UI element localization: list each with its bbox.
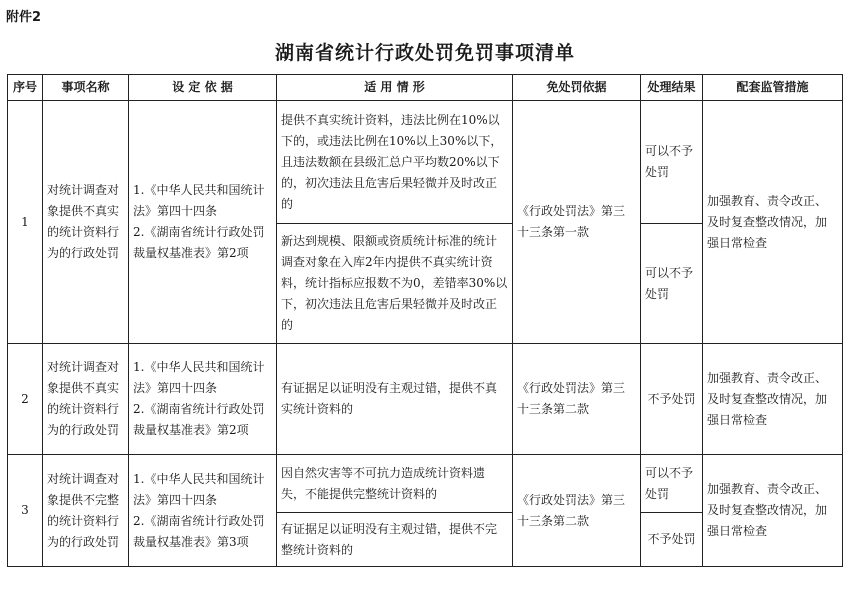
row-seq: 2 xyxy=(8,344,43,455)
result: 可以不予处罚 xyxy=(641,101,703,224)
item-name: 对统计调查对象提供不真实的统计资料行为的行政处罚 xyxy=(43,344,129,455)
row-seq: 1 xyxy=(8,101,43,344)
header-item-name: 事项名称 xyxy=(43,75,129,101)
basis-line: 1.《中华人民共和国统计法》第四十四条 xyxy=(133,471,265,507)
result: 不予处罚 xyxy=(641,513,703,567)
situation: 因自然灾害等不可抗力造成统计资料遗失，不能提供完整统计资料的 xyxy=(277,455,513,513)
table-row xyxy=(8,455,843,513)
measures: 加强教育、责令改正、及时复查整改情况，加强日常检查 xyxy=(703,101,843,344)
exemption-table xyxy=(7,74,843,567)
header-seq: 序号 xyxy=(8,75,43,101)
page-title: 湖南省统计行政处罚免罚事项清单 xyxy=(274,42,575,64)
situation: 提供不真实统计资料，违法比例在10%以下的，或违法比例在10%以上30%以下，且违法数额在县级汇总户平均数20%以下的，初次违法且危害后果轻微并及时改正的 xyxy=(277,101,513,224)
situation: 新达到规模、限额或资质统计标准的统计调查对象在入库2年内提供不真实统计资料，统计指标应报数不为0，差错率30%以下，初次违法且危害后果轻微并及时改正的 xyxy=(277,224,513,344)
basis-line: 2.《湖南省统计行政处罚裁量权基准表》第3项 xyxy=(133,513,265,549)
situation: 有证据足以证明没有主观过错，提供不真实统计资料的 xyxy=(277,344,513,455)
basis-cell xyxy=(129,344,277,455)
basis-line: 2.《湖南省统计行政处罚裁量权基准表》第2项 xyxy=(133,225,265,260)
table-row xyxy=(8,101,843,224)
table-row xyxy=(8,344,843,455)
row-seq: 3 xyxy=(8,455,43,567)
item-name: 对统计调查对象提供不真实的统计资料行为的行政处罚 xyxy=(43,101,129,344)
basis-cell xyxy=(129,455,277,567)
basis-line: 1.《中华人民共和国统计法》第四十四条 xyxy=(133,360,265,395)
situation: 有证据足以证明没有主观过错，提供不完整统计资料的 xyxy=(277,513,513,567)
exemption-basis: 《行政处罚法》第三十三条第二款 xyxy=(513,344,641,455)
basis-cell xyxy=(129,101,277,344)
result: 不予处罚 xyxy=(641,344,703,455)
measures: 加强教育、责令改正、及时复查整改情况，加强日常检查 xyxy=(703,455,843,567)
exemption-basis: 《行政处罚法》第三十三条第二款 xyxy=(513,455,641,567)
table-header-row xyxy=(8,75,843,101)
header-situation: 适 用 情 形 xyxy=(277,75,513,101)
result: 可以不予处罚 xyxy=(641,455,703,513)
header-measures: 配套监管措施 xyxy=(703,75,843,101)
header-result: 处理结果 xyxy=(641,75,703,101)
exemption-basis: 《行政处罚法》第三十三条第一款 xyxy=(513,101,641,344)
basis-line: 2.《湖南省统计行政处罚裁量权基准表》第2项 xyxy=(133,402,265,437)
header-exemption-basis: 免处罚依据 xyxy=(513,75,641,101)
result: 可以不予处罚 xyxy=(641,224,703,344)
header-basis: 设 定 依 据 xyxy=(129,75,277,101)
item-name: 对统计调查对象提供不完整的统计资料行为的行政处罚 xyxy=(43,455,129,567)
measures: 加强教育、责令改正、及时复查整改情况，加强日常检查 xyxy=(703,344,843,455)
basis-line: 1.《中华人民共和国统计法》第四十四条 xyxy=(133,183,265,218)
attachment-label: 附件2 xyxy=(6,10,42,25)
